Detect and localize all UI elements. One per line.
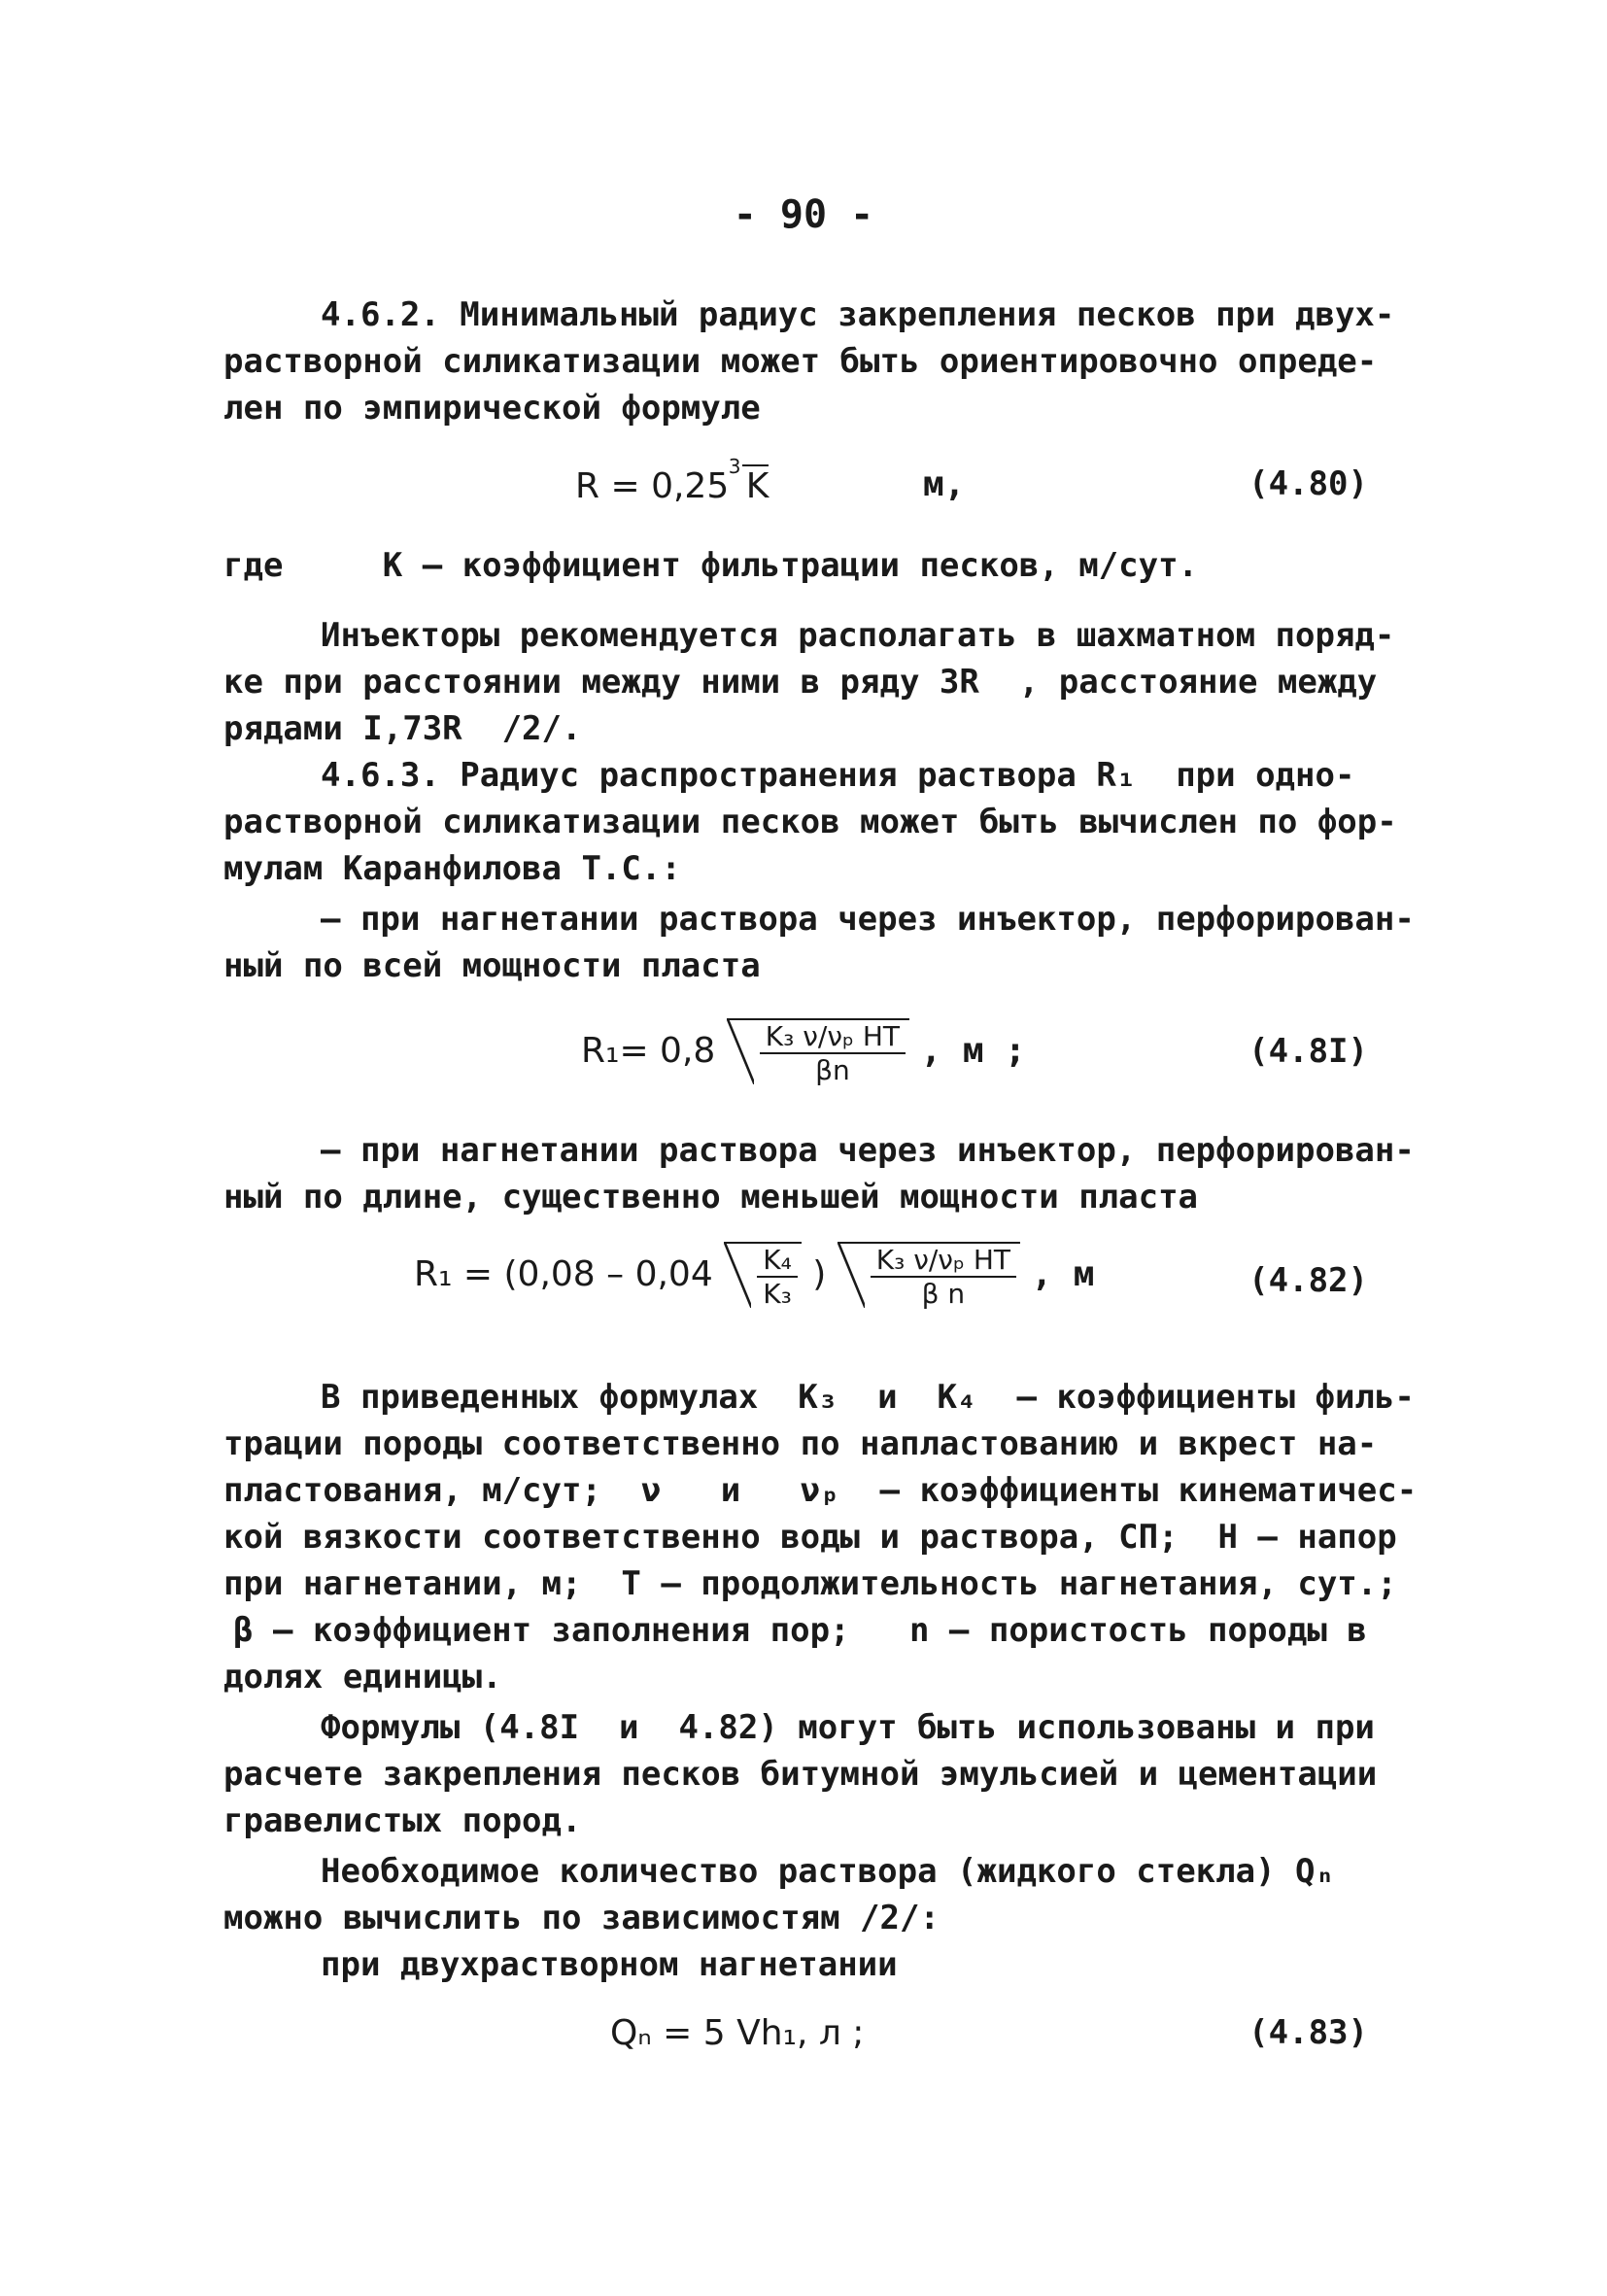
equation-number: (4.82) (1248, 1261, 1368, 1300)
injectors-line-1: Инъекторы рекомендуется располагать в шахматном поряд- (321, 616, 1395, 655)
usage-line-3: гравелистых пород. (223, 1801, 582, 1840)
paragraph-463-line-2: растворной силикатизации песков может быть вычислен по фор- (223, 803, 1397, 841)
quantity-line-2: можно вычислить по зависимостям /2/: (223, 1899, 940, 1937)
inner-square-root (724, 1242, 802, 1310)
outer-denominator: β n (921, 1278, 966, 1310)
injectors-line-3: рядами I,73R /2/. (223, 709, 582, 748)
equation-4-80-body (575, 455, 769, 506)
paragraph-463-line-3: мулам Каранфилова Т.С.: (223, 849, 681, 888)
equation-4-81 (223, 1011, 1380, 1108)
equation-lhs: R₁ = (0,08 – 0,04 (414, 1254, 713, 1294)
fraction (760, 1020, 906, 1086)
usage-line-1: Формулы (4.8I и 4.82) могут быть использованы и при (321, 1708, 1375, 1747)
cube-root (728, 455, 769, 506)
page-number: - 90 - (733, 192, 874, 237)
defs-line-2: трации породы соответственно по напластованию и вкрест на- (223, 1424, 1378, 1463)
paragraph-462-line-3: лен по эмпирической формуле (223, 389, 761, 428)
defs-line-7: долях единицы. (223, 1658, 502, 1696)
case1-line-1: – при нагнетании раствора через инъектор, перфорирован- (321, 900, 1415, 939)
equation-4-82-body (414, 1242, 1094, 1310)
paragraph-462-line-2: растворной силикатизации может быть ориентировочно опреде- (223, 342, 1378, 381)
equation-4-80 (223, 455, 1380, 542)
outer-fraction (871, 1244, 1016, 1310)
equation-4-82 (223, 1232, 1380, 1339)
usage-line-2: расчете закрепления песков битумной эмульсией и цементации (223, 1755, 1378, 1794)
where-k-line: где К – коэффициент фильтрации песков, м/сут. (223, 546, 1199, 585)
equation-4-81-body (581, 1018, 1026, 1086)
fraction-denominator: βn (815, 1054, 850, 1086)
inner-denominator: K₃ (763, 1278, 792, 1310)
equation-lhs: R₁= 0,8 (581, 1031, 716, 1071)
case2-line-1: – при нагнетании раствора через инъектор, перфорирован- (321, 1131, 1415, 1170)
equation-lhs: R = 0,25 (575, 466, 730, 506)
equation-number: (4.80) (1248, 464, 1368, 503)
square-root (727, 1018, 909, 1086)
defs-line-3: пластования, м/сут; ν и νₚ – коэффициенты кинематичес- (223, 1471, 1418, 1510)
case2-line-2: ный по длине, существенно меньшей мощности пласта (223, 1178, 1199, 1217)
equation-4-83-body: Qₙ = 5 Vh₁, л ; (610, 2013, 865, 2053)
paragraph-463-line-1: 4.6.3. Радиус распространения раствора R₁ при одно- (321, 756, 1355, 795)
equation-unit: м, (923, 464, 966, 504)
defs-line-6: β – коэффициент заполнения пор; n – пористость породы в (233, 1611, 1367, 1650)
inner-numerator: K₄ (757, 1244, 798, 1278)
equation-4-83 (223, 2013, 1380, 2091)
defs-line-1: В приведенных формулах K₃ и K₄ – коэффициенты филь- (321, 1378, 1415, 1417)
defs-line-5: при нагнетании, м; T – продолжительность нагнетания, сут.; (223, 1564, 1397, 1603)
paragraph-462-line-1: 4.6.2. Минимальный радиус закрепления песков при двух- (321, 295, 1395, 334)
equation-number: (4.83) (1248, 2013, 1368, 2052)
quantity-line-3: при двухрастворном нагнетании (321, 1945, 898, 1984)
radicand: K (745, 466, 769, 506)
injectors-line-2: ке при расстоянии между ними в ряду 3R , расстояние между (223, 663, 1378, 702)
closing-paren: ) (812, 1254, 827, 1294)
case1-line-2: ный по всей мощности пласта (223, 946, 761, 985)
quantity-line-1: Необходимое количество раствора (жидкого стекла) Qₙ (321, 1852, 1335, 1891)
outer-numerator: K₃ ν/νₚ HT (871, 1244, 1016, 1278)
equation-number: (4.8I) (1248, 1032, 1368, 1071)
outer-square-root (838, 1242, 1020, 1310)
equation-unit: , м ; (920, 1031, 1026, 1071)
root-index: 3 (728, 455, 741, 478)
inner-fraction (757, 1244, 798, 1310)
fraction-numerator: K₃ ν/νₚ HT (760, 1020, 906, 1054)
defs-line-4: кой вязкости соответственно воды и раствора, СП; H – напор (223, 1518, 1397, 1557)
equation-unit: , м (1031, 1254, 1095, 1294)
